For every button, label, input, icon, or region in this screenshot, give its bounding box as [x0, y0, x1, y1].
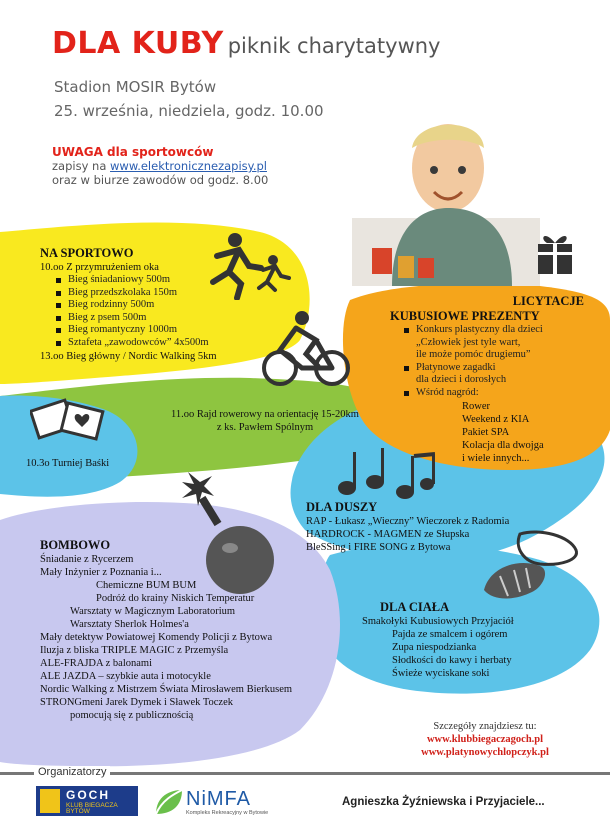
bombowo-item: ALE-FRAJDA z balonami	[40, 658, 152, 669]
bombowo-item: Mały Inżynier z Poznania i...	[40, 567, 162, 578]
bombowo-item: STRONGmeni Jarek Dymek i Sławek Toczek	[40, 697, 233, 708]
registration-prefix: zapisy na	[52, 159, 111, 173]
details	[380, 720, 590, 759]
details-url1[interactable]: www.klubbiegaczagoch.pl	[426, 734, 544, 745]
nimfa-logo-sub: Kompleks Rekreacyjny w Bytowie	[186, 810, 269, 816]
bike-rally	[150, 408, 380, 434]
playing-cards-icon	[30, 395, 110, 449]
prize-item: Weekend z KIA	[462, 413, 530, 425]
sport-intro: 10.oo Z przymrużeniem oka	[40, 262, 159, 273]
sport-list	[40, 274, 290, 350]
auction-item: Płatynowe zagadki dla dzieci i dorosłych	[416, 362, 590, 387]
cards-tournament: 10.3o Turniej Baśki	[26, 458, 110, 469]
sport-item: Sztafeta „zawodowców” 4x500m	[68, 337, 290, 350]
registration-link[interactable]: www.elektronicznezapisy.pl	[110, 159, 267, 173]
athletes-note-heading: UWAGA dla sportowców	[52, 145, 214, 159]
nimfa-logo	[154, 788, 294, 818]
main-run: 13.oo Bieg główny / Nordic Walking 5km	[40, 350, 217, 362]
food-item: Słodkości do kawy i herbaty	[392, 655, 512, 666]
bombowo-item: pomocują się z publicznością	[70, 710, 194, 721]
bombowo-heading: BOMBOWO	[40, 538, 111, 552]
bombowo-list	[40, 553, 340, 722]
nimfa-leaf-icon	[154, 788, 184, 816]
registration-line	[52, 159, 352, 173]
sport-item: Bieg rodzinny 500m	[68, 299, 290, 312]
food-item: Świeże wyciskane soki	[392, 668, 490, 679]
bombowo-item: Podróż do krainy Niskich Temperatur	[96, 593, 255, 604]
details-url2[interactable]: www.platynowychlopczyk.pl	[421, 747, 549, 758]
auction-heading: LICYTACJE	[512, 294, 584, 308]
details-label: Szczegóły znajdziesz tu:	[433, 721, 537, 732]
food-section	[362, 600, 582, 680]
sport-section	[40, 246, 290, 363]
goch-logo-sub: KLUB BIEGACZA BYTÓW	[66, 802, 118, 815]
event-date: 25. września, niedziela, godz. 10.00	[54, 102, 324, 120]
soul-item: BleSSing i FIRE SONG z Bytowa	[306, 542, 451, 553]
sport-item: Bieg śniadaniowy 500m	[68, 274, 290, 287]
sport-item: Bieg z psem 500m	[68, 312, 290, 325]
goch-runner-mark	[40, 789, 60, 813]
prize-list	[390, 400, 590, 465]
soul-item: RAP - Łukasz „Wieczny” Wieczorek z Radomia	[306, 516, 510, 527]
food-item: Pajda ze smalcem i ogórem	[392, 629, 508, 640]
venue: Stadion MOSIR Bytów	[54, 78, 217, 96]
prize-item: i wiele innych...	[462, 452, 530, 464]
auction-section	[390, 294, 590, 465]
soul-heading: DLA DUSZY	[306, 500, 378, 514]
auction-item: Konkurs plastyczny dla dzieci „Człowiek jest tyle wart, ile może pomóc drugiemu”	[416, 324, 590, 362]
organizers-label: Organizatorzy	[34, 766, 110, 778]
bombowo-section	[40, 538, 340, 722]
bike-rally-line2: z ks. Pawłem Spólnym	[216, 422, 314, 433]
bombowo-item: Warsztaty w Magicznym Laboratorium	[70, 606, 236, 617]
food-item: Smakołyki Kubusiowych Przyjaciół	[362, 616, 514, 627]
gifts-heading: KUBUSIOWE PREZENTY	[390, 309, 540, 323]
soul-item: HARDROCK - MAGMEN ze Słupska	[306, 529, 470, 540]
prize-item: Pakiet SPA	[462, 426, 510, 438]
goch-logo-text: GOCH	[66, 788, 110, 802]
food-item: Zupa niespodzianka	[392, 642, 477, 653]
title	[52, 26, 441, 61]
sport-heading: NA SPORTOWO	[40, 246, 134, 260]
sport-item: Bieg romantyczny 1000m	[68, 324, 290, 337]
bombowo-item: Nordic Walking z Mistrzem Świata Mirosławem Bierkusem	[40, 684, 293, 695]
bombowo-item: Warsztaty Sherlok Holmes'a	[70, 619, 189, 630]
prize-item: Kolacja dla dwojga	[462, 439, 544, 451]
sport-item: Bieg przedszkolaka 150m	[68, 287, 290, 300]
auction-item: Wśród nagród:	[416, 387, 590, 400]
food-list	[362, 615, 582, 680]
signature: Agnieszka Żyźniewska i Przyjaciele...	[342, 796, 545, 808]
food-heading: DLA CIAŁA	[380, 600, 450, 614]
prize-item: Rower	[462, 400, 490, 412]
bombowo-item: Śniadanie z Rycerzem	[40, 554, 134, 565]
bombowo-item: Mały detektyw Powiatowej Komendy Policji z Bytowa	[40, 632, 273, 643]
soul-section	[306, 500, 566, 554]
title-main: DLA KUBY	[52, 26, 224, 61]
athletes-note	[52, 145, 352, 187]
gift-icon	[535, 230, 575, 276]
bike-rally-line1: 11.oo Rajd rowerowy na orientację 15-20km	[171, 409, 359, 420]
nimfa-logo-text: NiMFA	[186, 788, 251, 810]
bombowo-item: ALE JAZDA – szybkie auta i motocykle	[40, 671, 211, 682]
auction-list	[390, 324, 590, 400]
office-hours-line: oraz w biurze zawodów od godz. 8.00	[52, 173, 269, 187]
child-photo	[352, 108, 540, 286]
goch-logo	[36, 786, 138, 816]
soul-list	[306, 515, 566, 554]
bombowo-item: Chemiczne BUM BUM	[96, 580, 197, 591]
bombowo-item: Iluzja z bliska TRIPLE MAGIC z Przemyśla	[40, 645, 229, 656]
title-sub: piknik charytatywny	[227, 34, 441, 58]
